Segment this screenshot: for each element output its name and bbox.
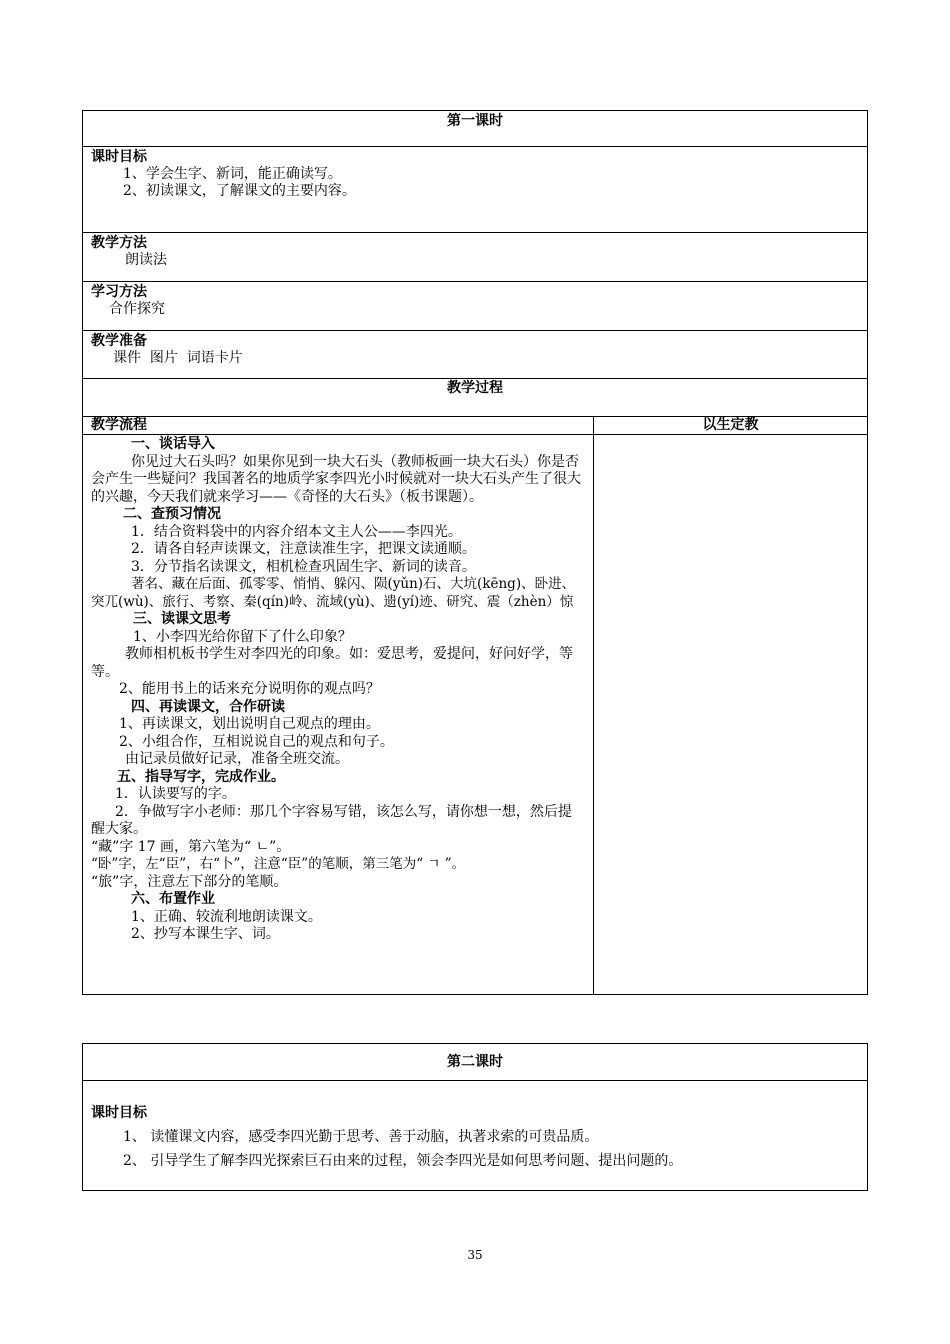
goal-item: 2、初读课文，了解课文的主要内容。 [123,183,356,199]
list-item: 1、正确、较流利地朗读课文。 [131,908,322,925]
process-heading [83,379,868,417]
adapt-heading: 以生定教 [594,417,868,435]
preparation-value: 课件 图片 词语卡片 [113,350,243,366]
list-item: 2．请各自轻声读课文，注意读准生字，把课文读通顺。 [131,541,476,557]
goal-item: 1、 读懂课文内容，感受李四光勤于思考、善于动脑，执著求索的可贵品质。 [123,1129,599,1145]
teaching-method-value: 朗读法 [125,252,167,268]
goal-item: 2、 引导学生了解李四光探索巨石由来的过程，领会李四光是如何思考问题、提出问题的。 [123,1153,683,1169]
lesson1-table [82,110,868,995]
process-heading-text: 教学过程 [447,380,503,396]
flow-content [83,435,594,995]
learning-method-cell [83,282,868,331]
paragraph: 著名、藏在后面、孤零零、悄悄、躲闪、陨(yǔn)石、大坑(kēng)、卧进、突兀(wù)、旅行、考察、秦(qín)岭、流域(yù)、遗(yí)迹、研究、震（zhèn）惊 [91,576,576,610]
list-item: 2、小组合作，互相说说自己的观点和句子。 [119,733,394,750]
section-heading: 一、谈话导入 [131,436,215,452]
teaching-method-cell [83,233,868,282]
list-item: 2、能用书上的话来充分说明你的观点吗？ [119,681,380,697]
lesson2-goals-cell [83,1081,868,1191]
section-heading: 五、指导写字，完成作业。 [117,768,285,785]
lesson2-title [83,1044,868,1081]
list-item: 3．分节指名读课文，相机检查巩固生字、新词的读音。 [131,558,476,575]
section-heading: 四、再读课文，合作研读 [131,698,285,715]
list-item: 1．认读要写的字。 [115,786,236,802]
page-number: 35 [467,1248,483,1262]
adapt-content [594,435,868,995]
paragraph: 你见过大石头吗？如果你见到一块大石头（教师板画一块大石头）你是否会产生一些疑问？我国著名的地质学家李四光小时候就对一块大石头产生了很大的兴趣，今天我们就来学习——《奇怪的大石头》（板书课题）。 [91,453,581,505]
learning-method-value: 合作探究 [109,301,165,317]
list-item: 1、小李四光给你留下了什么印象？ [133,628,352,645]
list-item: “藏”字 17 画，第六笔为“ ㄴ”。 [91,838,291,855]
goals-heading: 课时目标 [91,149,147,165]
goal-item: 1、学会生字、新词，能正确读写。 [123,166,342,182]
goals-heading: 课时目标 [91,1105,147,1121]
lesson1-title [83,111,868,147]
lesson1-goals-cell [83,147,868,233]
section-heading: 三、读课文思考 [133,611,231,627]
list-item: 1、再读课文，划出说明自己观点的理由。 [119,716,380,732]
lesson2-title-text: 第二课时 [447,1054,503,1070]
paragraph: 教师相机板书学生对李四光的印象。如：爱思考，爱提问，好问好学，等等。 [91,646,573,680]
section-heading: 六、布置作业 [131,891,215,907]
flow-heading: 教学流程 [83,417,594,435]
lesson1-title-text: 第一课时 [447,113,503,129]
learning-method-heading: 学习方法 [91,284,147,300]
list-item: “卧”字，左“臣”，右“卜”，注意“臣”的笔顺，第三笔为“ ㄱ ”。 [91,856,466,872]
preparation-heading: 教学准备 [91,333,147,349]
list-item: 2、抄写本课生字、词。 [131,926,280,942]
preparation-cell [83,331,868,379]
section-heading: 二、查预习情况 [123,506,221,522]
list-item: 1．结合资料袋中的内容介绍本文主人公——李四光。 [131,523,462,540]
list-item: 由记录员做好记录，准备全班交流。 [125,751,349,767]
lesson2-table [82,1043,868,1191]
teaching-method-heading: 教学方法 [91,235,147,251]
paragraph: 2．争做写字小老师：那几个字容易写错，该怎么写，请你想一想，然后提醒大家。 [91,803,572,837]
list-item: “旅”字，注意左下部分的笔顺。 [91,873,288,890]
